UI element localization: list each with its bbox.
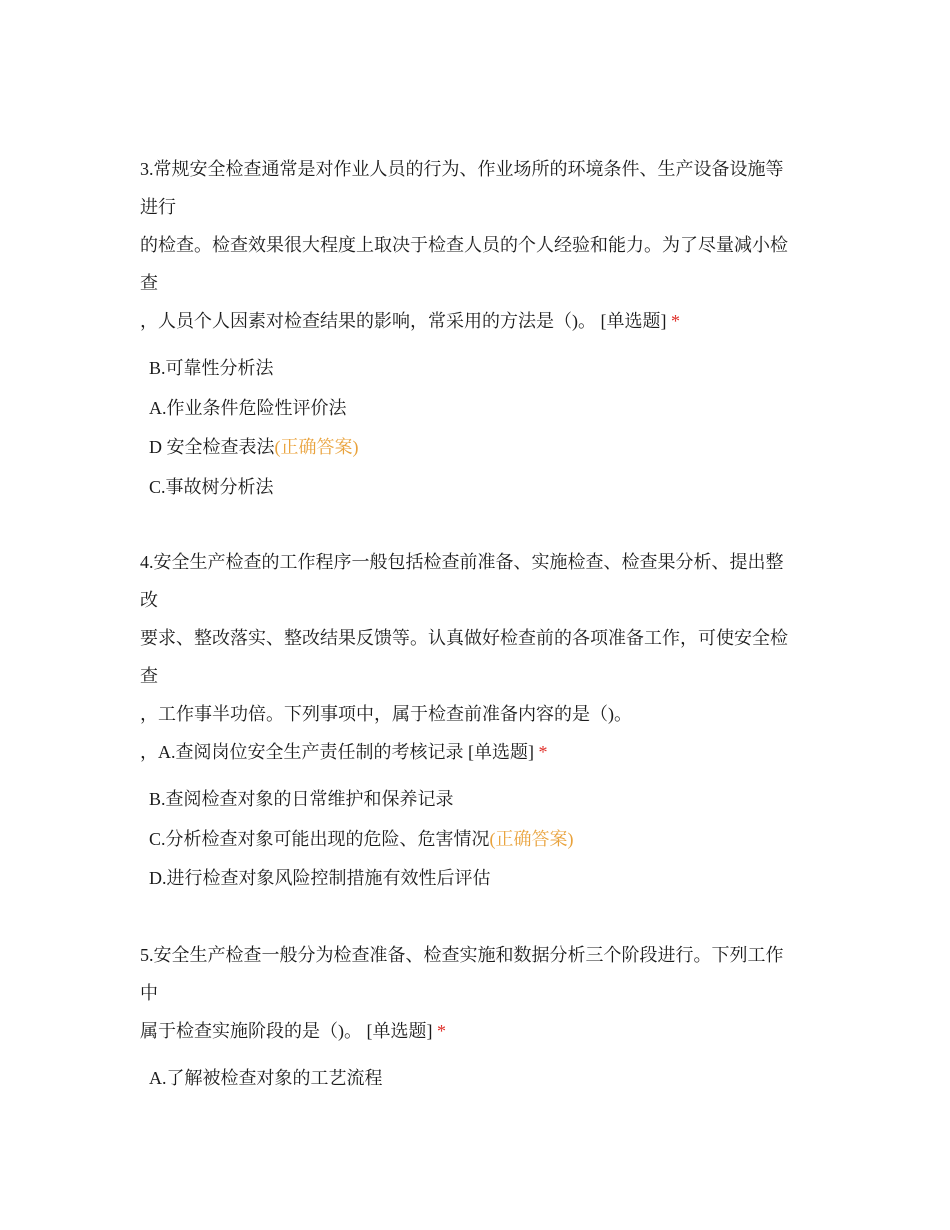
question-type-tag: [单选题]	[600, 311, 667, 331]
question-text-line-last	[140, 302, 820, 340]
question-text-line: 5.安全生产检查一般分为检查准备、检查实施和数据分析三个阶段进行。下列工作	[140, 945, 784, 965]
correct-answer-mark: (正确答案)	[274, 437, 359, 457]
question-text-line: 查	[140, 273, 158, 293]
question-text-line-last	[140, 733, 820, 771]
answer-option[interactable]	[140, 820, 820, 860]
question-text-line-last	[140, 1012, 820, 1050]
question-text: 属于检查实施阶段的是（)。	[140, 1021, 362, 1041]
question-text: ，人员个人因素对检查结果的影响，常采用的方法是（)。	[140, 311, 596, 331]
option-text: D.进行检查对象风险控制措施有效性后评估	[149, 868, 491, 888]
question-text-line: 进行	[140, 197, 176, 217]
question-type-tag: [单选题]	[366, 1021, 433, 1041]
option-text: D 安全检查表法	[149, 437, 275, 457]
answer-option[interactable]	[140, 428, 820, 468]
required-mark: *	[437, 1021, 446, 1041]
option-text: C.事故树分析法	[149, 476, 274, 497]
option-text: B.查阅检查对象的日常维护和保养记录	[149, 789, 454, 809]
option-text: C.分析检查对象可能出现的危险、危害情况	[149, 828, 490, 849]
option-text: B.可靠性分析法	[149, 358, 274, 378]
question-3	[140, 150, 820, 507]
question-text: ，A.查阅岗位安全生产责任制的考核记录	[140, 742, 464, 762]
answer-option[interactable]	[140, 859, 820, 899]
question-text-line: 4.安全生产检查的工作程序一般包括检查前准备、实施检查、检查果分析、提出整	[140, 552, 784, 572]
option-text: A.了解被检查对象的工艺流程	[149, 1068, 383, 1088]
option-text: A.作业条件危险性评价法	[149, 397, 347, 418]
question-type-tag: [单选题]	[468, 742, 534, 762]
question-text-line: 的检查。检查效果很大程度上取决于检查人员的个人经验和能力。为了尽量减小检	[140, 235, 788, 255]
question-text-line: 3.常规安全检查通常是对作业人员的行为、作业场所的环境条件、生产设备设施等	[140, 159, 784, 179]
answer-option[interactable]	[140, 1059, 820, 1099]
question-text-line: 要求、整改落实、整改结果反馈等。认真做好检查前的各项准备工作，可使安全检	[140, 628, 788, 648]
required-mark: *	[538, 742, 548, 762]
question-4	[140, 543, 820, 899]
required-mark: *	[671, 311, 680, 331]
question-5	[140, 936, 820, 1099]
answer-option[interactable]	[140, 349, 820, 389]
question-text-line: 查	[140, 666, 158, 686]
answer-option[interactable]	[140, 468, 820, 508]
question-text-line: ，工作事半功倍。下列事项中，属于检查前准备内容的是（)。	[140, 704, 632, 724]
answer-option[interactable]	[140, 780, 820, 820]
question-text-line: 中	[140, 983, 158, 1003]
correct-answer-mark: (正确答案)	[489, 828, 574, 849]
question-text-line: 改	[140, 590, 158, 610]
answer-option[interactable]	[140, 389, 820, 429]
